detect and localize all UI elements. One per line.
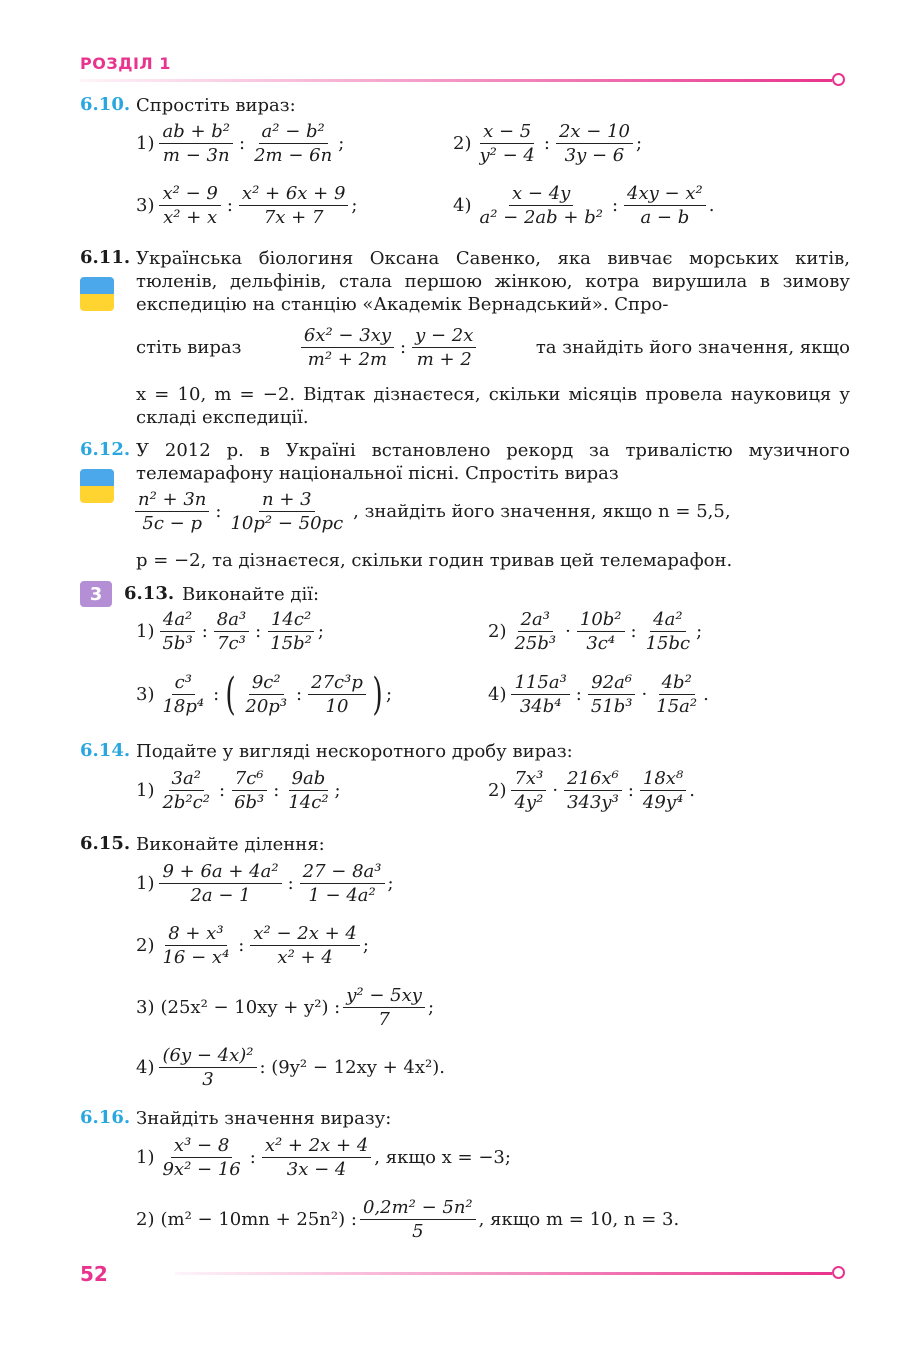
- exercise-number: 6.11.: [80, 247, 131, 268]
- exercise-6-15: [80, 833, 850, 1103]
- fraction: $\frac{\text{4a²}}{15bc}$: [645, 609, 691, 654]
- exercise-text: Подайте у вигляді нескоротного дробу вираз:: [136, 741, 573, 762]
- fraction: $\frac{\text{14c²}}{\text{15b²}}$: [267, 609, 315, 654]
- fraction: $\frac{\text{27c³p}}{10}$: [308, 672, 366, 717]
- item-2: 2) $\frac{\text{7x³}}{\text{4y²}}$ · $\frac{\text{216x⁶}}{\text{343y³}}$ : $\frac{\text{18x⁸}}{\text{49y⁴}}$ .: [488, 768, 695, 813]
- item-3: 3) (25x² − 10xy + y²) : $\frac{\text{y² − 5xy}}{7}$ ;: [136, 985, 435, 1030]
- fraction: $\frac{\text{115a³}}{\text{34b⁴}}$: [511, 672, 569, 717]
- exercise-text: Виконайте дії:: [182, 584, 320, 605]
- fraction: $\frac{\text{0,2m² − 5n²}}{5}$: [360, 1197, 476, 1242]
- item-1: 1) $\frac{\text{x³ − 8}}{\text{9x² − 16}}$ : $\frac{\text{x² + 2x + 4}}{3x - 4}$ , якщо x = −3;: [136, 1135, 511, 1180]
- item-1: 1) $\frac{\text{ab + b²}}{m - 3n}$ : $\frac{\text{a² − b²}}{2m - 6n}$ ;: [136, 121, 345, 166]
- exercise-number: 6.12.: [80, 439, 131, 460]
- fraction: $\frac{\text{x² + 6x + 9}}{7x + 7}$: [239, 183, 348, 228]
- footer-rule-dot-icon: [832, 1266, 845, 1279]
- section-header: РОЗДІЛ 1: [80, 54, 171, 73]
- fraction: $\frac{\text{18x⁸}}{\text{49y⁴}}$: [640, 768, 686, 813]
- item-2: 2) $\frac{\text{8 + x³}}{\text{16 − x⁴}}$ : $\frac{\text{x² − 2x + 4}}{\text{x² + 4}}$ ;: [136, 923, 369, 968]
- fraction: $\frac{\text{ab + b²}}{m - 3n}$: [159, 121, 233, 166]
- fraction: $\frac{\text{x² + 2x + 4}}{3x - 4}$: [262, 1135, 371, 1180]
- header-rule: [80, 79, 832, 82]
- fraction: $\frac{\text{2a³}}{\text{25b³}}$: [514, 609, 557, 654]
- ukraine-flag-icon: [80, 469, 114, 503]
- fraction: $\frac{\text{4a²}}{\text{5b³}}$: [159, 609, 195, 654]
- exercise-text: Виконайте ділення:: [136, 834, 325, 855]
- fraction: $\frac{9ab}{\text{14c²}}$: [288, 768, 329, 813]
- exercise-text: Спростіть вираз:: [136, 95, 296, 116]
- exercise-number: 6.15.: [80, 833, 131, 854]
- item-1: 1) $\frac{\text{3a²}}{\text{2b²c²}}$ : $\frac{\text{7c⁶}}{\text{6b³}}$ : $\frac{9ab}{\text{14c²}}$ ;: [136, 768, 341, 813]
- fraction: $\frac{y - 2x}{m + 2}$: [412, 325, 476, 370]
- header-rule-dot-icon: [832, 73, 845, 86]
- exercise-6-13: [80, 581, 850, 736]
- exercise-6-14: [80, 740, 850, 830]
- fraction: $\frac{\text{3a²}}{\text{2b²c²}}$: [162, 768, 210, 813]
- item-2: 2) $\frac{\text{2a³}}{\text{25b³}}$ · $\frac{\text{10b²}}{\text{3c⁴}}$ : $\frac{\text{4a²}}{15bc}$ ;: [488, 609, 703, 654]
- item-3: 3) $\frac{\text{c³}}{\text{18p⁴}}$ : ( $\frac{\text{9c²}}{\text{20p³}}$ : $\frac{\text{27c³p}}{10}$ ) ;: [136, 668, 393, 720]
- fraction: $\frac{\text{7x³}}{\text{4y²}}$: [511, 768, 546, 813]
- exercise-6-12: [80, 439, 850, 579]
- fraction: $\frac{\text{10b²}}{\text{3c⁴}}$: [577, 609, 625, 654]
- fraction: $\frac{\text{x³ − 8}}{\text{9x² − 16}}$: [162, 1135, 241, 1180]
- fraction: $\frac{\text{9 + 6a + 4a²}}{2a - 1}$: [159, 861, 281, 906]
- fraction: $\frac{\text{x² − 2x + 4}}{\text{x² + 4}}$: [250, 923, 359, 968]
- expression-row: $\frac{\text{n² + 3n}}{5c - p}$ : $\frac{n + 3}{\text{10p² − 50pc}}$ , знайдіть його значення, якщо n = 5,5,: [132, 489, 731, 534]
- exercise-number: 6.10.: [80, 94, 131, 115]
- item-3: 3) $\frac{\text{x² − 9}}{\text{x² + x}}$ : $\frac{\text{x² + 6x + 9}}{7x + 7}$ ;: [136, 183, 358, 228]
- item-1: 1) $\frac{\text{9 + 6a + 4a²}}{2a - 1}$ : $\frac{\text{27 − 8a³}}{\text{1 − 4a²}}$ ;: [136, 861, 394, 906]
- exercise-text: Знайдіть значення виразу:: [136, 1108, 392, 1129]
- level-3-badge-icon: 3: [80, 581, 112, 607]
- fraction: $\frac{\text{92a⁶}}{\text{51b³}}$: [588, 672, 636, 717]
- fraction: $\frac{\text{4xy − x²}}{a - b}$: [624, 183, 706, 228]
- fraction: $\frac{\text{n² + 3n}}{5c - p}$: [135, 489, 209, 534]
- expression-row: стіть вираз $\frac{\text{6x² − 3xy}}{\text{m² + 2m}}$ : $\frac{y - 2x}{m + 2}$ та знайдіть його значення, якщо: [136, 325, 850, 370]
- fraction: $\frac{\text{216x⁶}}{\text{343y³}}$: [564, 768, 622, 813]
- fraction: $\frac{\text{4b²}}{\text{15a²}}$: [656, 672, 698, 717]
- fraction: $\frac{\text{8 + x³}}{\text{16 − x⁴}}$: [162, 923, 230, 968]
- exercise-text-end: p = −2, та дізнаєтеся, скільки годин тривав цей телемарафон.: [136, 550, 733, 571]
- fraction: $\frac{2x - 10}{3y - 6}$: [556, 121, 633, 166]
- fraction: $\frac{x - 4y}{\text{a² − 2ab + b²}}$: [479, 183, 603, 228]
- fraction: $\frac{\text{9c²}}{\text{20p³}}$: [245, 672, 288, 717]
- item-2: 2) (m² − 10mn + 25n²) : $\frac{\text{0,2m² − 5n²}}{5}$ , якщо m = 10, n = 3.: [136, 1197, 680, 1242]
- exercise-text: У 2012 р. в Україні встановлено рекорд за тривалістю музичного телемарафону національної пісні. Спростіть вираз: [136, 440, 850, 484]
- item-2: 2) $\frac{x - 5}{\text{y² − 4}}$ : $\frac{2x - 10}{3y - 6}$ ;: [453, 121, 643, 166]
- exercise-number: 6.13.: [124, 583, 175, 604]
- exercise-6-16: [80, 1107, 850, 1257]
- exercise-6-11: [80, 247, 850, 437]
- item-4: 4) $\frac{\text{115a³}}{\text{34b⁴}}$ : $\frac{\text{92a⁶}}{\text{51b³}}$ · $\frac{\text{4b²}}{\text{15a²}}$ .: [488, 672, 709, 717]
- fraction: $\frac{\text{7c⁶}}{\text{6b³}}$: [231, 768, 267, 813]
- fraction: $\frac{x - 5}{\text{y² − 4}}$: [479, 121, 535, 166]
- fraction: $\frac{\text{c³}}{\text{18p⁴}}$: [162, 672, 205, 717]
- fraction: $\frac{\text{x² − 9}}{\text{x² + x}}$: [159, 183, 220, 228]
- fraction: $\frac{\text{6x² − 3xy}}{\text{m² + 2m}}$: [301, 325, 394, 370]
- exercise-text: Українська біологиня Оксана Савенко, яка вивчає морських китів, тюленів, дельфінів, стала першою жінкою, котра вирушила в зимову експедицію на станцію «Академік Вернадський». Спро-: [136, 248, 850, 315]
- item-1: 1) $\frac{\text{4a²}}{\text{5b³}}$ : $\frac{\text{8a³}}{\text{7c³}}$ : $\frac{\text{14c²}}{\text{15b²}}$ ;: [136, 609, 324, 654]
- item-4: 4) $\frac{\text{(6y − 4x)²}}{3}$ : (9y² − 12xy + 4x²).: [136, 1045, 445, 1090]
- fraction: $\frac{\text{a² − b²}}{2m - 6n}$: [254, 121, 333, 166]
- fraction: $\frac{n + 3}{\text{10p² − 50pc}}$: [230, 489, 344, 534]
- fraction: $\frac{\text{27 − 8a³}}{\text{1 − 4a²}}$: [300, 861, 385, 906]
- fraction: $\frac{\text{(6y − 4x)²}}{3}$: [159, 1045, 256, 1090]
- exercise-number: 6.16.: [80, 1107, 131, 1128]
- footer-rule: [175, 1272, 832, 1275]
- exercise-number: 6.14.: [80, 740, 131, 761]
- fraction: $\frac{\text{y² − 5xy}}{7}$: [343, 985, 425, 1030]
- ukraine-flag-icon: [80, 277, 114, 311]
- exercise-text-end: x = 10, m = −2. Відтак дізнаєтеся, скільки місяців провела науковиця у складі експедиції.: [136, 384, 850, 428]
- fraction: $\frac{\text{8a³}}{\text{7c³}}$: [214, 609, 249, 654]
- page-number: 52: [80, 1262, 108, 1286]
- item-4: 4) $\frac{x - 4y}{\text{a² − 2ab + b²}}$ : $\frac{\text{4xy − x²}}{a - b}$ .: [453, 183, 715, 228]
- exercise-6-10: [80, 94, 850, 244]
